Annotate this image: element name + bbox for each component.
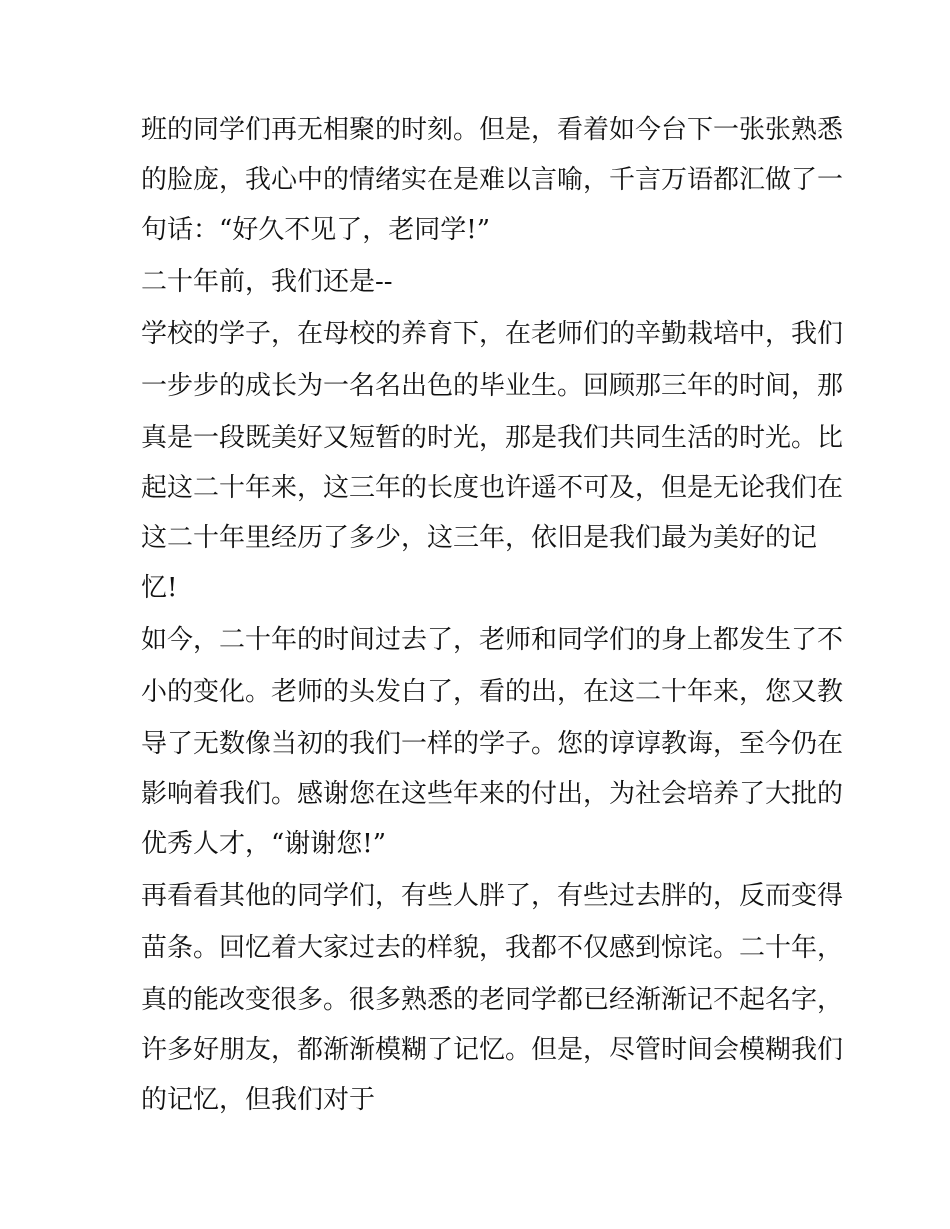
text-line: 二十年前，我们还是-- [141, 267, 393, 297]
text-line: 优秀人才，“谢谢您!” [141, 829, 387, 859]
text-line: 起这二十年来，这三年的长度也许遥不可及，但是无论我们在 [141, 473, 844, 503]
text-line: 学校的学子，在母校的养育下，在老师们的辛勤栽培中，我们 [141, 319, 844, 349]
text-line: 许多好朋友，都渐渐模糊了记忆。但是，尽管时间会模糊我们 [141, 1035, 844, 1065]
text-line: 如今，二十年的时间过去了，老师和同学们的身上都发生了不 [141, 625, 844, 655]
text-line: 句话：“好久不见了，老同学!” [141, 215, 491, 245]
text-line: 班的同学们再无相聚的时刻。但是，看着如今台下一张张熟悉 [141, 115, 844, 145]
text-line: 影响着我们。感谢您在这些年来的付出，为社会培养了大批的 [141, 779, 844, 809]
text-line: 忆! [141, 573, 178, 603]
text-line: 小的变化。老师的头发白了，看的出，在这二十年来，您又教 [141, 677, 844, 707]
text-line: 导了无数像当初的我们一样的学子。您的谆谆教诲，至今仍在 [141, 729, 844, 759]
text-line: 的记忆，但我们对于 [141, 1085, 376, 1115]
text-line: 苗条。回忆着大家过去的样貌，我都不仅感到惊诧。二十年， [141, 933, 844, 963]
text-line: 一步步的成长为一名名出色的毕业生。回顾那三年的时间，那 [141, 371, 844, 401]
text-line: 这二十年里经历了多少，这三年，依旧是我们最为美好的记 [141, 523, 818, 553]
text-line: 真的能改变很多。很多熟悉的老同学都已经渐渐记不起名字， [141, 985, 844, 1015]
text-line: 再看看其他的同学们，有些人胖了，有些过去胖的，反而变得 [141, 881, 844, 911]
text-line: 真是一段既美好又短暂的时光，那是我们共同生活的时光。比 [141, 423, 844, 453]
text-line: 的脸庞，我心中的情绪实在是难以言喻，千言万语都汇做了一 [141, 165, 844, 195]
